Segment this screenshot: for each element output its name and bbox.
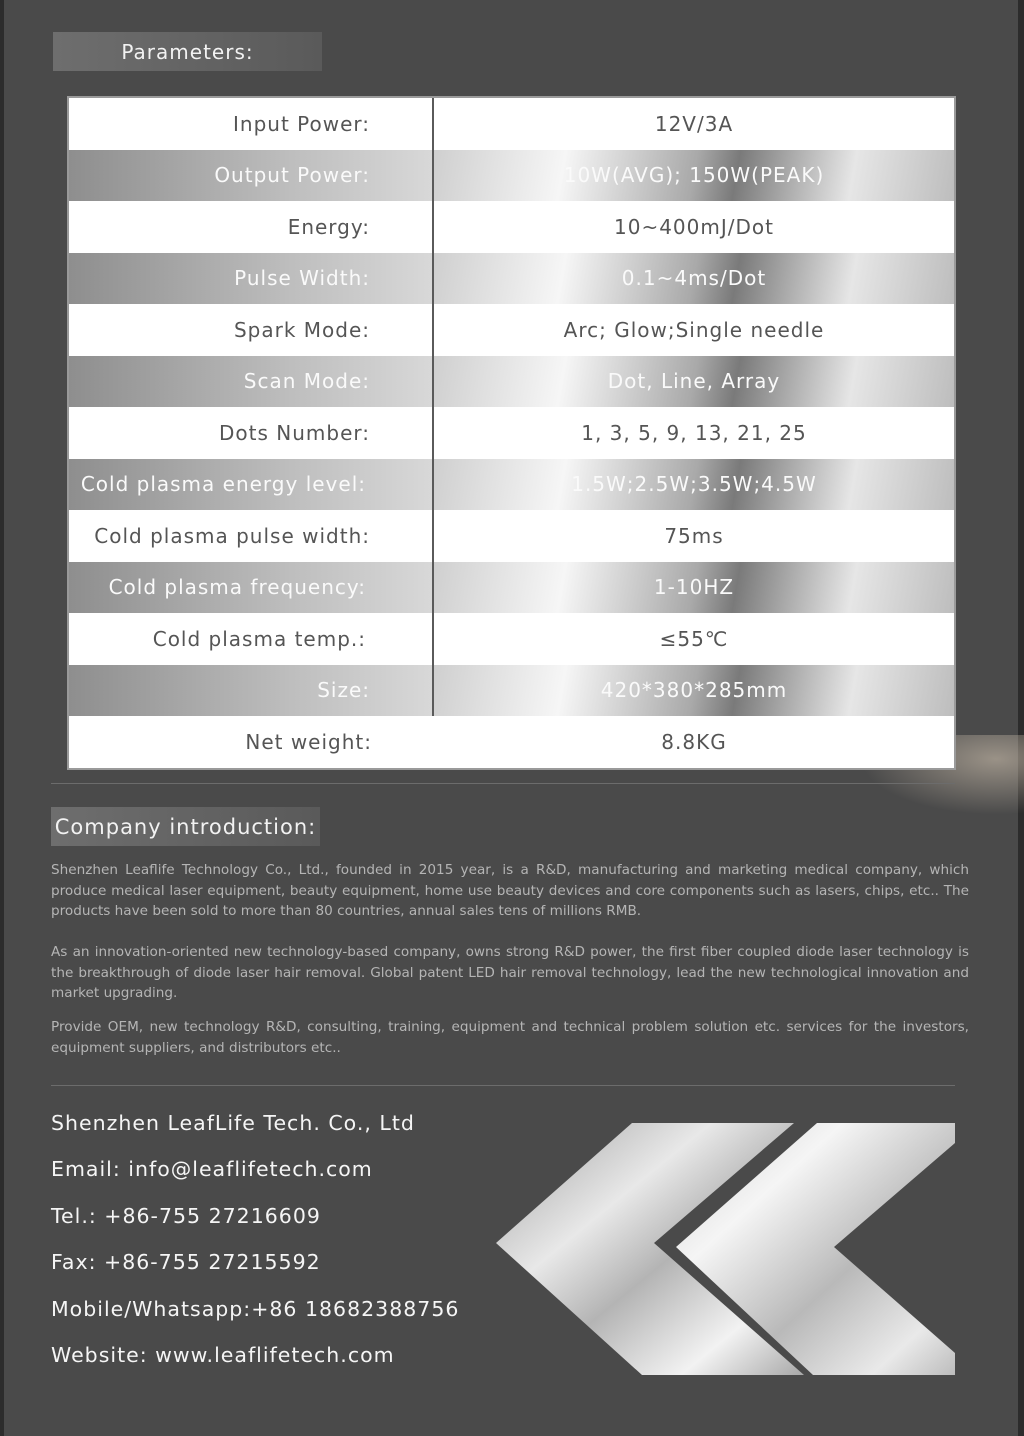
table-row bbox=[69, 716, 954, 768]
parameters-heading: Parameters: bbox=[53, 32, 322, 71]
param-label: Energy: bbox=[69, 201, 434, 253]
param-label: Pulse Width: bbox=[69, 253, 434, 305]
param-label: Output Power: bbox=[69, 150, 434, 202]
table-row bbox=[69, 253, 954, 305]
param-label: Input Power: bbox=[69, 98, 434, 150]
double-chevron-left-icon bbox=[496, 1123, 956, 1375]
company-paragraph: Shenzhen Leaflife Technology Co., Ltd., founded in 2015 year, is a R&D, manufacturing and marketing medical company, which produce medical laser equipment, beauty equipment, home use beauty devices and core components such as lasers, chips, etc.. The products have been sold to more than 80 countries, annual sales tens of millions RMB. bbox=[51, 862, 969, 919]
contact-mobile: Mobile/Whatsapp:+86 18682388756 bbox=[51, 1297, 460, 1321]
table-row bbox=[69, 510, 954, 562]
table-row bbox=[69, 407, 954, 459]
table-row bbox=[69, 356, 954, 408]
company-paragraph: Provide OEM, new technology R&D, consulting, training, equipment and technical problem solution etc. services for the investors, equipment suppliers, and distributors etc.. bbox=[51, 1019, 969, 1056]
param-value: 10W(AVG); 150W(PEAK) bbox=[434, 150, 954, 202]
param-value: 12V/3A bbox=[434, 98, 954, 150]
table-row bbox=[69, 98, 954, 150]
param-value: 75ms bbox=[434, 510, 954, 562]
table-row bbox=[69, 201, 954, 253]
param-value: 1-10HZ bbox=[434, 562, 954, 614]
company-name: Shenzhen LeafLife Tech. Co., Ltd bbox=[51, 1111, 415, 1135]
param-value: 1, 3, 5, 9, 13, 21, 25 bbox=[434, 407, 954, 459]
company-intro-heading: Company introduction: bbox=[51, 807, 320, 846]
param-label: Cold plasma pulse width: bbox=[69, 510, 434, 562]
contact-tel: Tel.: +86-755 27216609 bbox=[51, 1204, 321, 1228]
param-label: Scan Mode: bbox=[69, 356, 434, 408]
right-edge-strip bbox=[1018, 0, 1024, 1436]
table-row bbox=[69, 304, 954, 356]
table-row bbox=[69, 459, 954, 511]
table-row bbox=[69, 613, 954, 665]
param-value: 10~400mJ/Dot bbox=[434, 201, 954, 253]
param-value: ≤55℃ bbox=[434, 613, 954, 665]
company-paragraph: As an innovation-oriented new technology-based company, owns strong R&D power, the first fiber coupled diode laser technology is the breakthrough of diode laser hair removal. Global patent LED hair removal technology, lead the new technological innovation and market upgrading. bbox=[51, 944, 969, 1001]
param-label: Spark Mode: bbox=[69, 304, 434, 356]
param-value: 420*380*285mm bbox=[434, 665, 954, 717]
contact-email[interactable]: Email: info@leaflifetech.com bbox=[51, 1157, 373, 1181]
table-row bbox=[69, 562, 954, 614]
param-label: Cold plasma frequency: bbox=[69, 562, 434, 614]
parameters-table bbox=[67, 96, 956, 770]
param-label: Cold plasma temp.: bbox=[69, 613, 434, 665]
param-label: Net weight: bbox=[69, 716, 434, 768]
contact-website[interactable]: Website: www.leaflifetech.com bbox=[51, 1343, 395, 1367]
section-divider bbox=[51, 783, 955, 784]
param-value: Dot, Line, Array bbox=[434, 356, 954, 408]
contact-fax: Fax: +86-755 27215592 bbox=[51, 1250, 321, 1274]
left-edge-strip bbox=[0, 0, 4, 1436]
param-value: 0.1~4ms/Dot bbox=[434, 253, 954, 305]
table-row bbox=[69, 665, 954, 717]
param-value: 8.8KG bbox=[434, 716, 954, 768]
param-label: Size: bbox=[69, 665, 434, 717]
param-value: 1.5W;2.5W;3.5W;4.5W bbox=[434, 459, 954, 511]
param-value: Arc; Glow;Single needle bbox=[434, 304, 954, 356]
table-row bbox=[69, 150, 954, 202]
param-label: Dots Number: bbox=[69, 407, 434, 459]
param-label: Cold plasma energy level: bbox=[69, 459, 434, 511]
section-divider bbox=[51, 1085, 955, 1086]
